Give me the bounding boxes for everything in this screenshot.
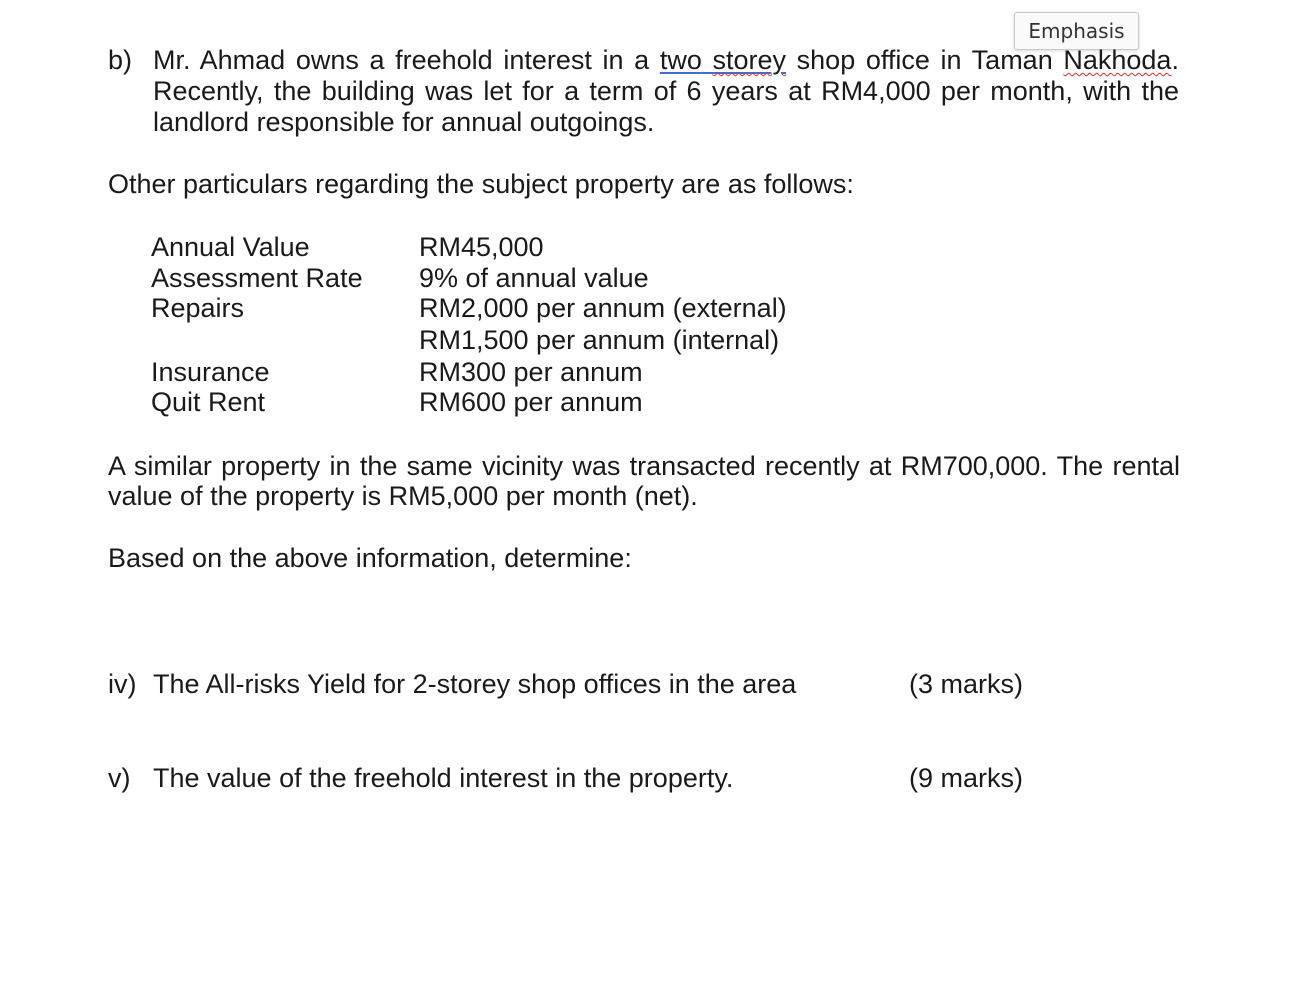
label-annual-value: Annual Value	[151, 232, 310, 262]
question-iv-label: iv)	[108, 669, 137, 699]
label-insurance: Insurance	[151, 357, 270, 387]
label-repairs: Repairs	[151, 293, 245, 323]
value-insurance: RM300 per annum	[419, 357, 643, 387]
value-annual-value: RM45,000	[419, 232, 544, 262]
similar-property-line-1: A similar property in the same vicinity was transacted recently at RM700,000. The rental	[108, 451, 1180, 481]
question-b-line-3: landlord responsible for annual outgoings.	[153, 107, 655, 137]
similar-property-line-2: value of the property is RM5,000 per month (net).	[108, 481, 698, 511]
question-iv-text: The All-risks Yield for 2-storey shop offices in the area	[153, 669, 797, 699]
spelling-flag-nakhoda[interactable]: Nakhoda	[1063, 45, 1172, 75]
label-assessment-rate: Assessment Rate	[151, 263, 363, 293]
value-repairs-internal: RM1,500 per annum (internal)	[419, 325, 780, 355]
particulars-intro: Other particulars regarding the subject property are as follows:	[108, 169, 854, 199]
question-iv-marks: (3 marks)	[909, 669, 1023, 699]
grammar-flag-two-storey[interactable]: two storey	[659, 45, 787, 75]
question-v-marks: (9 marks)	[909, 763, 1023, 793]
question-v-label: v)	[108, 763, 131, 793]
question-v-text: The value of the freehold interest in the property.	[153, 763, 734, 793]
emphasis-tooltip: Emphasis	[1014, 12, 1139, 50]
value-quit-rent: RM600 per annum	[419, 387, 643, 417]
question-b-line-1: Mr. Ahmad owns a freehold interest in a two storey shop office in Taman Nakhoda.	[153, 45, 1179, 75]
question-b-label: b)	[108, 45, 133, 75]
value-repairs-external: RM2,000 per annum (external)	[419, 293, 787, 323]
question-b-line-2: Recently, the building was let for a term of 6 years at RM4,000 per month, with the	[153, 76, 1179, 106]
label-quit-rent: Quit Rent	[151, 387, 266, 417]
determine-intro: Based on the above information, determine:	[108, 543, 632, 573]
value-assessment-rate: 9% of annual value	[419, 263, 649, 293]
